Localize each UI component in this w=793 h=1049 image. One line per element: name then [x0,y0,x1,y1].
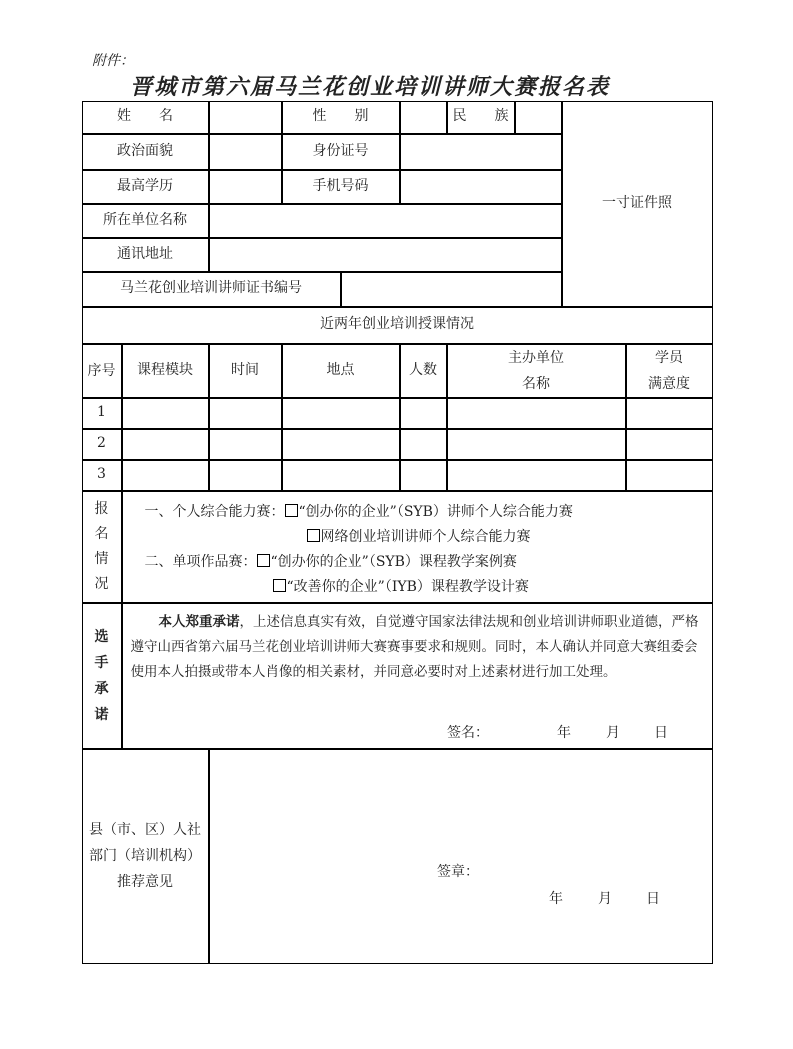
row-2-seq: 2 [82,429,122,460]
certificate-label: 马兰花创业培训讲师证书编号 [82,272,341,307]
checkbox-syb-case[interactable] [257,554,270,567]
gender-field[interactable] [400,101,447,134]
option-row-1 [145,500,702,525]
education-field[interactable] [209,170,282,204]
place-header: 地点 [282,344,400,398]
id-number-field[interactable] [400,134,562,170]
row-3-place[interactable] [282,460,400,491]
option-iyb-design-label: “改善你的企业”（IYB）课程教学设计赛 [286,578,529,595]
address-field[interactable] [209,238,562,272]
host-header-line2: 名称 [522,375,550,392]
option-online-ability-label: 网络创业培训讲师个人综合能力赛 [320,528,531,545]
pledge-label: 选手承诺 [82,603,122,749]
address-label: 通讯地址 [82,238,209,272]
checkbox-syb-ability[interactable] [285,504,298,517]
phone-label: 手机号码 [282,170,400,204]
option-row-3 [145,550,702,575]
row-2-module[interactable] [122,429,209,460]
political-label: 政治面貌 [82,134,209,170]
registration-options [122,491,713,603]
phone-field[interactable] [400,170,562,204]
row-1-host[interactable] [447,398,626,429]
row-3-satisfaction[interactable] [626,460,713,491]
photo-box[interactable]: 一寸证件照 [562,101,713,307]
option-row-4 [145,575,702,600]
pledge-sign-label: 签名： [447,725,489,741]
annex-label: 附件： [92,53,134,69]
count-header: 人数 [400,344,447,398]
row-1-time[interactable] [209,398,282,429]
option-syb-case-label: “创办你的企业”（SYB）课程教学案例赛 [270,553,517,570]
row-1-place[interactable] [282,398,400,429]
host-header [447,344,626,398]
satisfaction-header-line2: 满意度 [648,375,690,392]
pledge-box [122,603,713,749]
row-3-count[interactable] [400,460,447,491]
pledge-month: 月 [606,725,620,741]
political-field[interactable] [209,134,282,170]
unit-field[interactable] [209,204,562,238]
education-label: 最高学历 [82,170,209,204]
recommend-label: 县（市、区）人社部门（培训机构）推荐意见 [82,749,209,964]
row-2-place[interactable] [282,429,400,460]
seq-header: 序号 [82,344,122,398]
registration-label: 报名情况 [82,491,122,603]
row-3-seq: 3 [82,460,122,491]
name-label: 姓 名 [82,101,209,134]
module-header: 课程模块 [122,344,209,398]
row-3-module[interactable] [122,460,209,491]
certificate-field[interactable] [341,272,562,307]
row-1-count[interactable] [400,398,447,429]
pledge-year: 年 [557,725,571,741]
recommend-day: 日 [646,891,660,907]
ethnicity-label: 民 族 [447,101,515,134]
id-number-label: 身份证号 [282,134,400,170]
row-2-count[interactable] [400,429,447,460]
form-title: 晋城市第六届马兰花创业培训讲师大赛报名表 [130,74,611,100]
unit-label: 所在单位名称 [82,204,209,238]
row-3-time[interactable] [209,460,282,491]
row-1-module[interactable] [122,398,209,429]
recommend-seal-label: 签章： [437,864,479,880]
recommend-month: 月 [598,891,612,907]
pledge-lead: 本人郑重承诺 [158,613,240,630]
time-header: 时间 [209,344,282,398]
checkbox-iyb-design[interactable] [273,579,286,592]
satisfaction-header-line1: 学员 [655,349,683,366]
row-2-host[interactable] [447,429,626,460]
row-3-host[interactable] [447,460,626,491]
row-1-seq: 1 [82,398,122,429]
satisfaction-header [626,344,713,398]
recommend-year: 年 [549,891,563,907]
row-1-satisfaction[interactable] [626,398,713,429]
item1-prefix: 一、个人综合能力赛： [144,503,285,520]
recommend-field[interactable] [209,749,713,964]
pledge-text: ，上述信息真实有效，自觉遵守国家法律法规和创业培训讲师职业道德，严格遵守山西省第六届马兰花创业培训讲师大赛赛事要求和规则。同时，本人确认并同意大赛组委会使用本人拍摄或带本人肖像的相关素材，并同意必要时对上述素材进行加工处理。 [130,613,699,680]
option-syb-ability-label: “创办你的企业”（SYB）讲师个人综合能力赛 [298,503,573,520]
pledge-day: 日 [654,725,668,741]
gender-label: 性 别 [282,101,400,134]
ethnicity-field[interactable] [515,101,562,134]
checkbox-online-ability[interactable] [307,529,320,542]
host-header-line1: 主办单位 [508,349,564,366]
item2-prefix: 二、单项作品赛： [144,553,257,570]
row-2-time[interactable] [209,429,282,460]
teaching-section-title: 近两年创业培训授课情况 [82,307,713,344]
option-row-2 [145,525,702,550]
row-2-satisfaction[interactable] [626,429,713,460]
name-field[interactable] [209,101,282,134]
